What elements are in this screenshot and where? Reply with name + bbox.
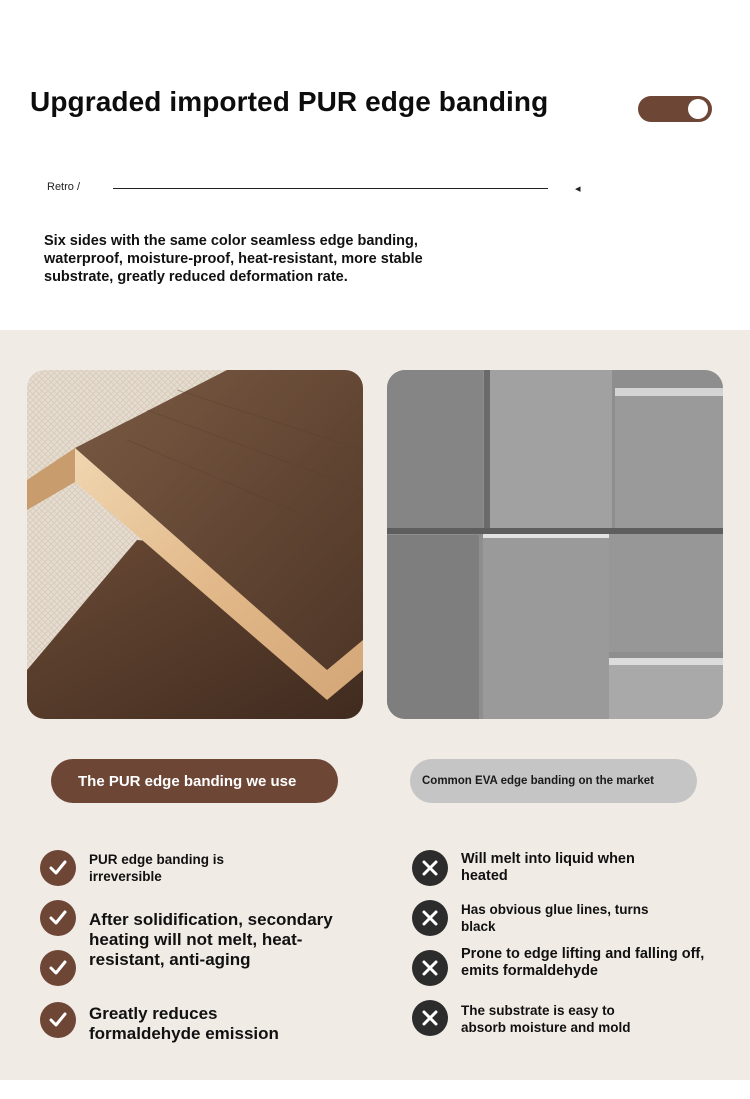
page-title: Upgraded imported PUR edge banding [30,86,549,117]
cross-icon [412,1000,448,1036]
pur-label-pill: The PUR edge banding we use [51,759,338,803]
pur-feature-2: After solidification, secondary heating will not melt, heat-resistant, anti-aging [89,910,333,969]
check-icon [40,950,76,986]
arrow-left-icon: ◂ [575,183,581,195]
pur-feature-3: Greatly reduces formaldehyde emission [89,1004,279,1043]
check-icon [40,1002,76,1038]
divider-line [113,188,548,189]
description-text: Six sides with the same color seamless edge banding, waterproof, moisture-proof, heat-resistant, more stable substrate, greatly reduced deformation rate. [44,233,423,285]
header-section [0,0,750,330]
cross-icon [412,950,448,986]
eva-feature-2: Has obvious glue lines, turns black [461,902,649,934]
cross-icon [412,850,448,886]
breadcrumb: Retro / [47,181,81,193]
eva-feature-3: Prone to edge lifting and falling off, emits formaldehyde [461,946,705,979]
toggle-knob [688,99,708,119]
cross-icon [412,900,448,936]
eva-board-photo [387,370,723,719]
eva-label-pill: Common EVA edge banding on the market [410,759,697,803]
toggle-switch-icon[interactable] [638,96,712,122]
eva-feature-4: The substrate is easy to absorb moisture and mold [461,1003,631,1035]
check-icon [40,900,76,936]
eva-feature-1: Will melt into liquid when heated [461,851,635,884]
pur-feature-1: PUR edge banding is irreversible [89,852,225,884]
check-icon [40,850,76,886]
pur-board-photo [27,370,363,719]
footer-strip [0,1080,750,1099]
